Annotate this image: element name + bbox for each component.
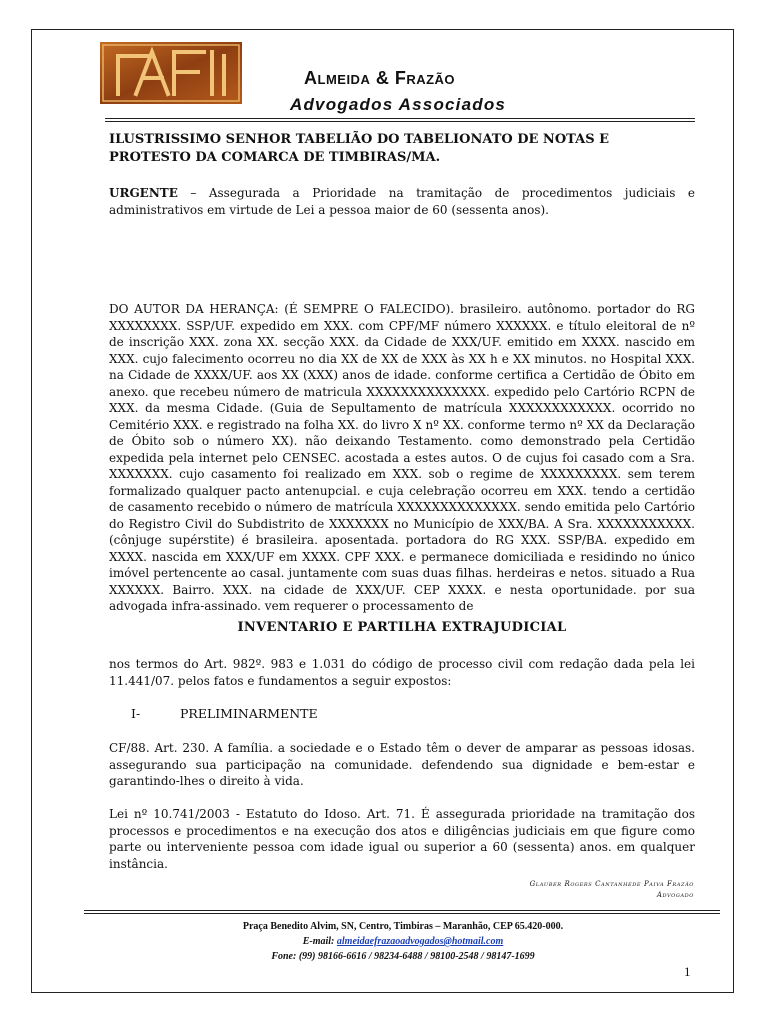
header-rule-2 bbox=[105, 121, 695, 122]
firm-logo bbox=[100, 42, 242, 104]
signature-name: Glauber Rogers Cantanhede Paiva Frazão bbox=[529, 880, 694, 888]
footer-address: Praça Benedito Alvim, SN, Centro, Timbiras – Maranhão, CEP 65.420-000. bbox=[242, 921, 564, 932]
urgent-label: URGENTE bbox=[109, 186, 178, 200]
addressee-heading: ILUSTRISSIMO SENHOR TABELIÃO DO TABELIONATO DE NOTAS E PROTESTO DA COMARCA DE TIMBIRAS/MA. bbox=[109, 132, 610, 165]
author-paragraph: DO AUTOR DA HERANÇA: (É SEMPRE O FALECIDO). brasileiro. autônomo. portador do RG XXXXXXXX. SSP/UF. expedido em XXX. com CPF/MF número XXXXXX. e título eleitoral de nº de inscrição XXX. zona XX. secção XXX. da Cidade de XXX/UF. emitido em XXXX. nascido em XXX. cujo falecimento ocorreu no dia XX de XX de XXX às XX h e XX minutos. no Hospital XXX. na Cidade de XXXX/UF. aos XX (XXX) anos de idade. conforme certifica a Certidão de Óbito em anexo. que recebeu número de matricula XXXXXXXXXXXXXX. expedido pelo Cartório RCPN de XXX. da mesma Cidade. (Guia de Sepultamento de matrícula XXXXXXXXXXXX. ocorrido no Cemitério XXX. e registrado na folha XX. do livro X nº XX. conforme termo nº XX da Declaração de Óbito sob o número XX). não deixando Testamento. como demonstrado pela Certidão expedida pela internet pelo CENSEC. acostada a estes autos. O de cujus foi casado com a Sra. XXXXXXX. cujo casamento foi realizado em XXX. sob o regime de XXXXXXXXX. sem terem formalizado qualquer pacto antenupcial. e cuja celebração ocorreu em XXX. tendo a certidão de casamento recebido o número de matrícula XXXXXXXXXXXXXX. sendo emitida pelo Cartório do Registro Civil do Subdistrito de XXXXXXX no Município de XXX/BA. A Sra. XXXXXXXXXXX. (cônjuge supérstite) é brasileira. aposentada. portadora do RG XXX. SSP/BA. expedido em XXXX. nascida em XXX/UF em XXXX. CPF XXX. e permanece domiciliada e residindo no único imóvel pertencente ao casal. juntamente com suas duas filhas. herdeiras e netos. situado a Rua XXXXXX. Bairro. XXX. na cidade de XXX/UF. CEP XXXX. e nesta oportunidade. por sua advogada infra-assinado. vem requerer o processamento de bbox=[109, 302, 695, 613]
law-paragraph: Lei nº 10.741/2003 - Estatuto do Idoso. Art. 71. É assegurada prioridade na tramitação dos processos e procedimentos e na execução dos atos e diligências judiciais em que figure como parte ou interveniente pessoa com idade igual ou superior a 60 (sessenta) anos. em qualquer instância. bbox=[109, 807, 695, 871]
signature-role: Advogado bbox=[656, 891, 694, 899]
footer-email-line bbox=[85, 936, 721, 947]
legal-basis-paragraph: nos termos do Art. 982º. 983 e 1.031 do código de processo civil com redação dada pela lei 11.441/07. pelos fatos e fundamentos a seguir expostos: bbox=[109, 657, 695, 688]
header-rule bbox=[105, 118, 695, 119]
urgent-paragraph bbox=[109, 185, 695, 218]
cf-paragraph: CF/88. Art. 230. A família. a sociedade e o Estado têm o dever de amparar as pessoas idosas. assegurando sua participação na comunidade. defendendo sua dignidade e bem-estar e garantindo-lhes o direito à vida. bbox=[109, 741, 695, 788]
email-label: E-mail: bbox=[302, 936, 337, 947]
footer-phone: Fone: (99) 98166-6616 / 98234-6488 / 98100-2548 / 98147-1699 bbox=[271, 951, 535, 962]
footer-rule bbox=[84, 910, 720, 911]
section-number: I- bbox=[131, 706, 141, 721]
section-title: PRELIMINARMENTE bbox=[180, 706, 318, 721]
footer-rule-2 bbox=[84, 913, 720, 914]
urgent-text: – Assegurada a Prioridade na tramitação de procedimentos judiciais e administrativos em virtude de Lei a pessoa maior de 60 (sessenta anos). bbox=[109, 186, 695, 217]
firm-subtitle: Advogados Associados bbox=[290, 95, 507, 114]
email-link[interactable]: almeidaefrazaoadvogados@hotmail.com bbox=[336, 936, 504, 947]
action-title: INVENTARIO E PARTILHA EXTRAJUDICIAL bbox=[237, 620, 567, 635]
firm-name: Almeida & Frazão bbox=[304, 68, 456, 88]
page-number: 1 bbox=[684, 964, 691, 979]
